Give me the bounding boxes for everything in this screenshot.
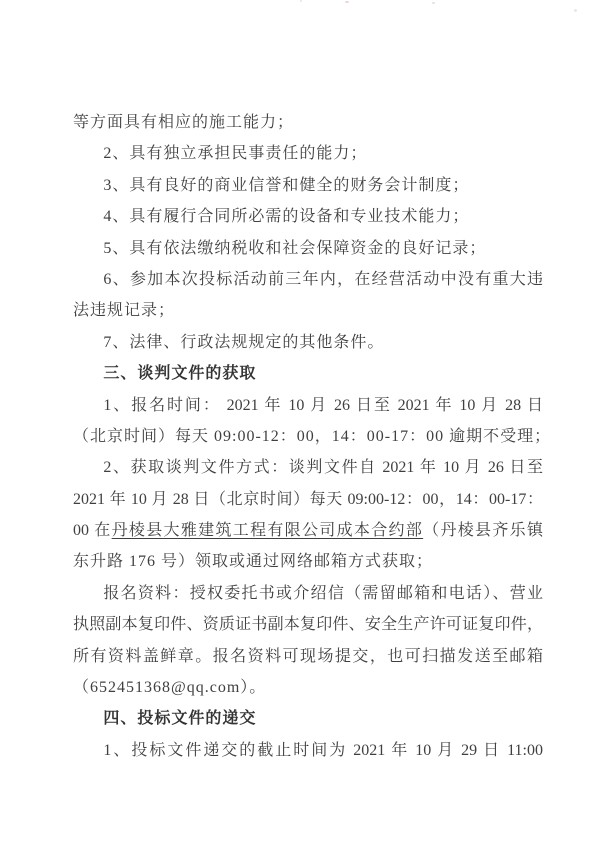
text-line bbox=[73, 578, 543, 609]
text-segment: 东升路 176 号）领取或通过网络邮箱方式获取； bbox=[73, 553, 434, 571]
underlined-company-name: 丹棱县大雅建筑工程有限公司成本合约部 bbox=[111, 522, 424, 540]
text-line bbox=[73, 672, 543, 703]
text-segment: （652451368@qq.com）。 bbox=[73, 679, 267, 697]
scan-artifact bbox=[574, 9, 577, 12]
text-segment: 1、报名时间： 2021 年 10 月 26 日至 2021 年 10 月 28 日 bbox=[103, 396, 543, 414]
text-segment: 4、具有履行合同所必需的设备和专业技术能力； bbox=[103, 208, 470, 226]
text-line bbox=[73, 641, 543, 672]
text-segment: 所有资料盖鲜章。报名资料可现场提交，也可扫描发送至邮箱 bbox=[73, 647, 543, 665]
section-heading bbox=[73, 703, 543, 734]
text-line bbox=[73, 233, 543, 264]
text-line bbox=[73, 390, 543, 421]
text-segment: 1、投标文件递交的截止时间为 2021 年 10 月 29 日 11:00 bbox=[103, 741, 543, 759]
text-segment: 5、具有依法缴纳税收和社会保障资金的良好记录； bbox=[103, 239, 487, 257]
text-segment: 00 在 bbox=[73, 522, 112, 540]
text-segment: 7、法律、行政法规规定的其他条件。 bbox=[103, 333, 385, 351]
text-line bbox=[73, 421, 552, 452]
text-segment: 法违规记录； bbox=[73, 302, 176, 320]
text-line bbox=[73, 484, 543, 515]
text-segment: 2、获取谈判文件方式：谈判文件自 2021 年 10 月 26 日至 bbox=[103, 459, 543, 477]
text-segment: 报名资料：授权委托书或介绍信（需留邮箱和电话）、营业 bbox=[103, 584, 543, 602]
text-segment: （北京时间）每天 09:00-12：00，14：00-17：00 逾期不受理； bbox=[73, 427, 552, 445]
text-segment: 6、参加本次投标活动前三年内，在经营活动中没有重大违 bbox=[103, 270, 543, 288]
scan-artifact bbox=[432, 2, 435, 4]
document-body bbox=[73, 107, 552, 766]
text-segment: 等方面具有相应的施工能力； bbox=[73, 114, 295, 131]
section-heading bbox=[73, 358, 543, 389]
text-line bbox=[73, 295, 543, 326]
text-line bbox=[73, 327, 543, 358]
text-line bbox=[73, 201, 543, 232]
text-line bbox=[73, 735, 543, 766]
text-line bbox=[73, 546, 543, 577]
text-line bbox=[73, 609, 543, 640]
text-segment: 执照副本复印件、资质证书副本复印件、安全生产许可证复印件， bbox=[73, 616, 543, 634]
text-segment: 四、投标文件的递交 bbox=[103, 710, 257, 728]
text-line bbox=[73, 170, 543, 201]
text-line bbox=[73, 107, 543, 138]
text-line bbox=[73, 264, 543, 295]
text-line bbox=[73, 138, 543, 169]
text-segment: 三、谈判文件的获取 bbox=[103, 365, 257, 383]
text-segment: 3、具有良好的商业信誉和健全的财务会计制度； bbox=[103, 176, 470, 194]
text-line bbox=[73, 515, 543, 546]
text-line bbox=[73, 452, 543, 483]
scan-artifact bbox=[345, 1, 349, 3]
text-segment: 2、具有独立承担民事责任的能力； bbox=[103, 145, 368, 163]
text-segment: （丹棱县齐乐镇 bbox=[423, 522, 543, 540]
scan-artifact bbox=[300, 0, 302, 2]
text-segment: 2021 年 10 月 28 日（北京时间）每天 09:00-12：00，14：00-17： bbox=[73, 490, 543, 508]
